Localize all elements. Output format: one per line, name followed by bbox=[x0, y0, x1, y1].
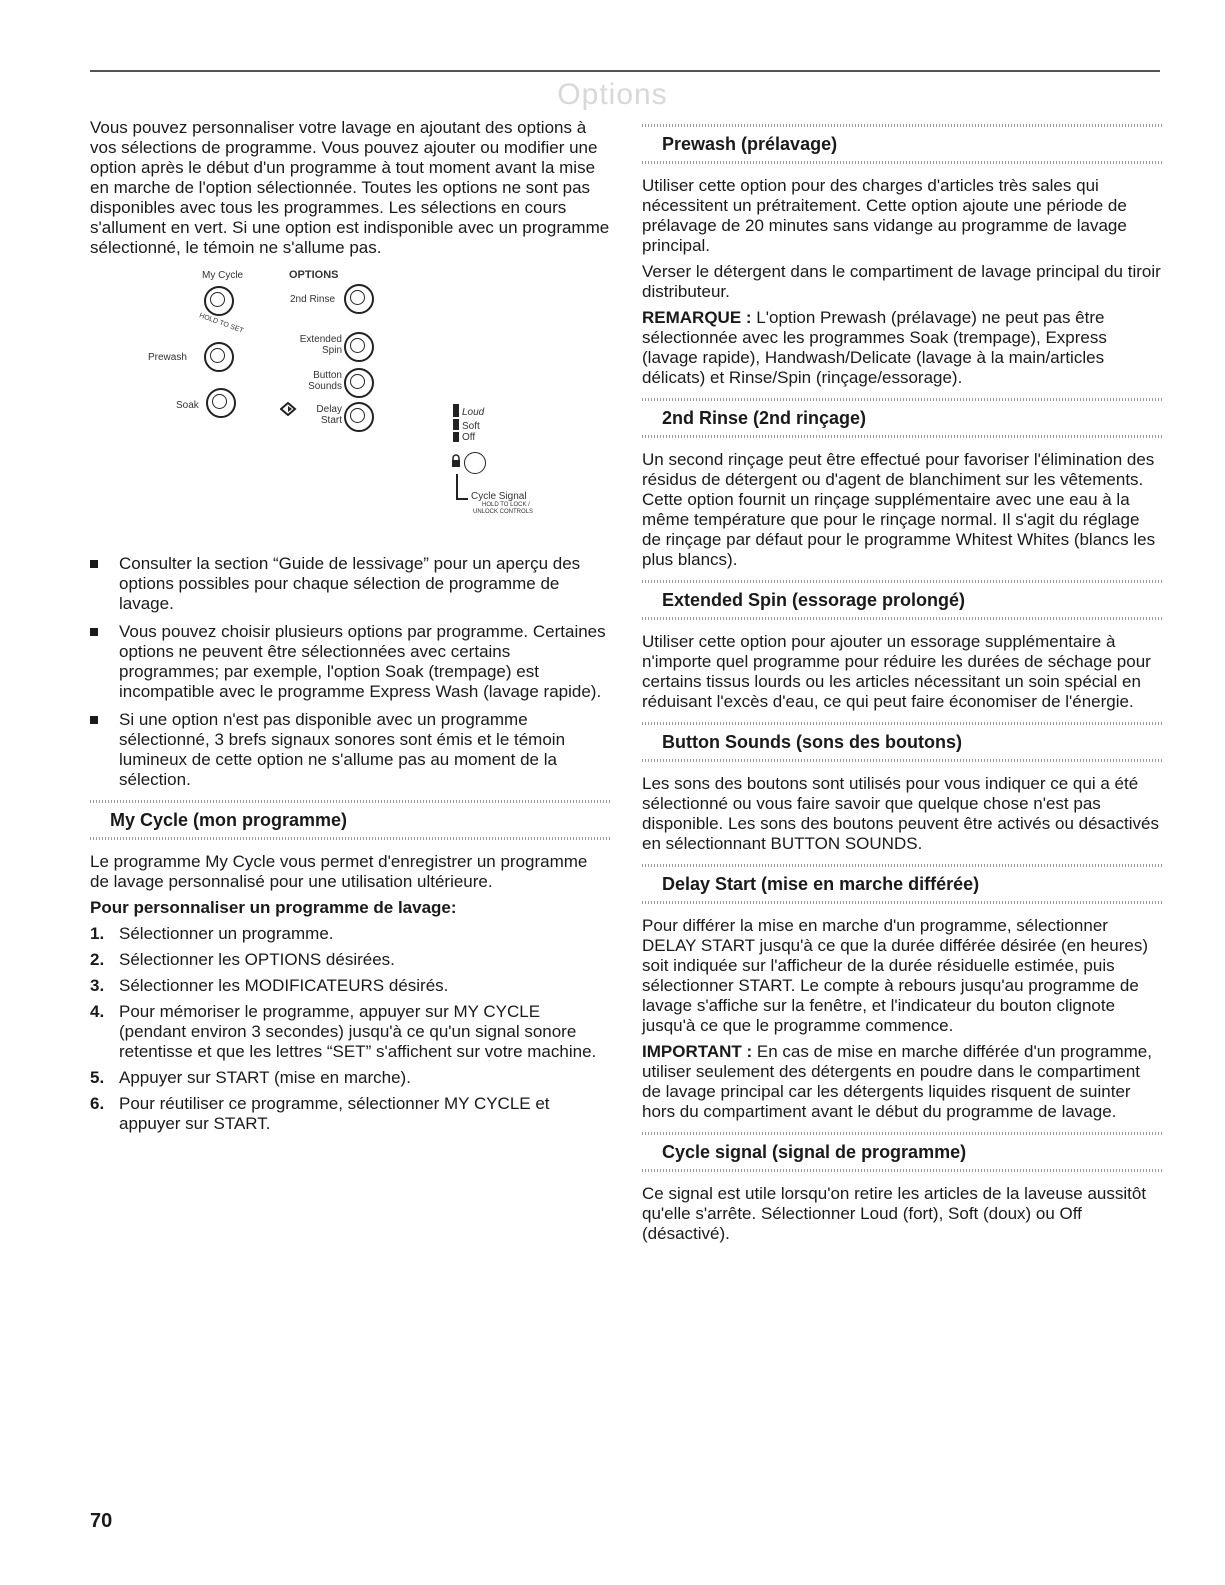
dotted-rule bbox=[642, 617, 1162, 620]
cycle-signal-section bbox=[642, 1132, 1162, 1244]
prewash-note bbox=[642, 308, 1162, 388]
extended-spin-button-icon bbox=[344, 332, 374, 362]
second-rinse-paragraph: Un second rinçage peut être effectué pour favoriser l'élimination des résidus de détergent ou d'agent de blanchiment sur les vêtements. Cette option fournit un rinçage supplémentaire avec une eau à la même température que pour le rinçage normal. Il s'agit du réglage de rinçage par défaut pour le programme Whitest Whites (blancs les plus blancs). bbox=[642, 450, 1156, 569]
step-text: Sélectionner les OPTIONS désirées. bbox=[119, 950, 395, 969]
prewash-paragraph-1: Utiliser cette option pour des charges d'articles très sales qui nécessitent un prétraitement. Cette option ajoute une période de prélavage de 20 minutes sans vidange au programme de lavage principal. bbox=[642, 176, 1127, 255]
step-item bbox=[90, 1068, 610, 1088]
delay-start-important bbox=[642, 1042, 1162, 1122]
delay-start-label-1: Delay bbox=[316, 404, 342, 415]
loud-label: Loud bbox=[462, 407, 485, 418]
step-number: 3. bbox=[90, 976, 105, 995]
extended-spin-label-2: Spin bbox=[321, 345, 342, 356]
step-number: 4. bbox=[90, 1002, 105, 1021]
my-cycle-label: My Cycle bbox=[202, 270, 244, 281]
cycle-signal-bracket-foot bbox=[456, 498, 468, 500]
step-item bbox=[90, 950, 610, 970]
loud-level-bar bbox=[453, 404, 459, 417]
step-number: 2. bbox=[90, 950, 105, 969]
cycle-signal-bracket bbox=[456, 474, 458, 500]
prewash-label: Prewash bbox=[148, 352, 187, 363]
cycle-signal-heading: Cycle signal (signal de programme) bbox=[662, 1142, 967, 1162]
important-text: En cas de mise en marche différée d'un programme, utiliser seulement des détergents en poudre dans le compartiment de lavage principal car les détergents liquides risquent de suinter hors du compartiment avant le début du programme de lavage. bbox=[642, 1042, 1152, 1121]
my-cycle-heading: My Cycle (mon programme) bbox=[110, 810, 348, 830]
delay-start-section bbox=[642, 864, 1162, 1122]
button-sounds-paragraph: Les sons des boutons sont utilisés pour vous indiquer ce qui a été sélectionné ou vous faire savoir que quelque chose n'est pas disponible. Les sons des boutons peuvent être activés ou désactivés en sélectionnant BUTTON SOUNDS. bbox=[642, 774, 1159, 853]
unlock-controls-label: UNLOCK CONTROLS bbox=[473, 509, 534, 515]
important-label: IMPORTANT : bbox=[642, 1042, 753, 1061]
my-cycle-section bbox=[90, 800, 610, 1134]
soft-level-bar bbox=[453, 419, 459, 430]
soak-label: Soak bbox=[176, 400, 199, 411]
dotted-rule bbox=[642, 161, 1162, 164]
button-sounds-button-icon bbox=[344, 368, 374, 398]
extended-spin-paragraph: Utiliser cette option pour ajouter un essorage supplémentaire à n'importe quel programme pour réduire les durées de séchage pour certains tissus lourds ou les articles nécessitant un soin spécial en réduisant l'excès d'eau, ce qui peut faire économiser de l'énergie. bbox=[642, 632, 1151, 711]
cycle-signal-paragraph: Ce signal est utile lorsqu'on retire les articles de la laveuse aussitôt qu'elle s'arrête. Sélectionner Loud (fort), Soft (doux) ou Off (désactivé). bbox=[642, 1184, 1147, 1243]
list-item: Consulter la section “Guide de lessivage” pour un aperçu des options possibles pour chaque sélection de programme de lavage. bbox=[90, 554, 610, 614]
intro-paragraph: Vous pouvez personnaliser votre lavage en ajoutant des options à vos sélections de programme. Vous pouvez ajouter ou modifier une option après le début d'un programme à tout moment avant la mise en marche de l'option sélectionnée. Toutes les options ne sont pas disponibles avec tous les programmes. Les sélections en cours s'allument en vert. Si une option est indisponible avec un programme sélectionné, le témoin ne s'allume pas. bbox=[90, 118, 610, 257]
delay-start-button-icon bbox=[344, 402, 374, 432]
extended-spin-heading: Extended Spin (essorage prolongé) bbox=[662, 590, 966, 610]
dotted-rule bbox=[642, 435, 1162, 438]
button-sounds-label-1: Button bbox=[313, 370, 342, 381]
off-level-bar bbox=[453, 432, 459, 442]
off-label: Off bbox=[462, 432, 476, 443]
right-column bbox=[642, 124, 1162, 1250]
lock-icon bbox=[451, 454, 461, 468]
step-text: Appuyer sur START (mise en marche). bbox=[119, 1068, 411, 1087]
prewash-heading: Prewash (prélavage) bbox=[662, 134, 838, 154]
step-item bbox=[90, 924, 610, 944]
left-column bbox=[90, 118, 610, 1140]
note-text: L'option Prewash (prélavage) ne peut pas être sélectionnée avec les programmes Soak (trempage), Express (lavage rapide), Handwash/Delicate (lavage à la main/articles délicats) et Rinse/Spin (rinçage/essorage). bbox=[642, 308, 1107, 387]
step-item bbox=[90, 1002, 610, 1062]
extended-spin-label-1: Extended bbox=[299, 334, 342, 345]
options-bullet-list bbox=[90, 554, 610, 790]
prewash-button-icon bbox=[204, 342, 234, 372]
step-text: Pour réutiliser ce programme, sélectionner MY CYCLE et appuyer sur START. bbox=[119, 1094, 550, 1133]
page-number: 70 bbox=[90, 1510, 113, 1532]
second-rinse-button-icon bbox=[344, 284, 374, 314]
step-item bbox=[90, 1094, 610, 1134]
delay-start-label-2: Start bbox=[320, 415, 342, 426]
step-number: 5. bbox=[90, 1068, 105, 1087]
list-item: Vous pouvez choisir plusieurs options par programme. Certaines options ne peuvent être sélectionnées avec certains programmes; par exemple, l'option Soak (trempage) est incompatible avec le programme Express Wash (lavage rapide). bbox=[90, 622, 610, 702]
my-cycle-button-icon bbox=[204, 286, 234, 316]
soft-label: Soft bbox=[462, 421, 480, 432]
options-title: OPTIONS bbox=[289, 269, 339, 281]
button-sounds-label-2: Sounds bbox=[308, 381, 342, 392]
button-sounds-section bbox=[642, 722, 1162, 854]
delay-start-paragraph: Pour différer la mise en marche d'un programme, sélectionner DELAY START jusqu'à ce que la durée différée désirée (en heures) soit indiquée sur l'afficheur de la durée résiduelle estimée, puis sélectionner START. Le compte à rebours jusqu'au programme de lavage s'affiche sur la fenêtre, et l'indicateur du bouton clignote jusqu'à ce que le programme commence. bbox=[642, 916, 1148, 1035]
prewash-section bbox=[642, 124, 1162, 388]
dotted-rule bbox=[642, 901, 1162, 904]
extended-spin-section bbox=[642, 580, 1162, 712]
page-heading: Options bbox=[557, 78, 668, 111]
hold-to-lock-label: HOLD TO LOCK / bbox=[482, 502, 530, 508]
prewash-paragraph-2: Verser le détergent dans le compartiment de lavage principal du tiroir distributeur. bbox=[642, 262, 1161, 301]
my-cycle-body: Le programme My Cycle vous permet d'enregistrer un programme de lavage personnalisé pour une utilisation ultérieure. bbox=[90, 852, 588, 891]
cycle-signal-button-icon bbox=[464, 452, 486, 474]
my-cycle-subheading: Pour personnaliser un programme de lavage: bbox=[90, 898, 457, 917]
step-text: Pour mémoriser le programme, appuyer sur MY CYCLE (pendant environ 3 secondes) jusqu'à ce qu'un signal sonore retentisse et que les lettres “SET” s'affichent sur votre machine. bbox=[119, 1002, 597, 1061]
my-cycle-steps bbox=[90, 924, 610, 1134]
dotted-rule bbox=[642, 759, 1162, 762]
note-label: REMARQUE : bbox=[642, 308, 752, 327]
step-text: Sélectionner un programme. bbox=[119, 924, 334, 943]
second-rinse-label: 2nd Rinse bbox=[290, 294, 336, 305]
step-item bbox=[90, 976, 610, 996]
control-panel-diagram bbox=[90, 264, 610, 554]
second-rinse-heading: 2nd Rinse (2nd rinçage) bbox=[662, 408, 867, 428]
cycle-signal-label: Cycle Signal bbox=[471, 491, 527, 502]
step-number: 1. bbox=[90, 924, 105, 943]
dotted-rule bbox=[642, 1169, 1162, 1172]
delay-start-heading: Delay Start (mise en marche différée) bbox=[662, 874, 980, 894]
second-rinse-section bbox=[642, 398, 1162, 570]
hold-to-set-label: HOLD TO SET bbox=[198, 312, 245, 335]
dotted-rule bbox=[90, 837, 610, 840]
list-item: Si une option n'est pas disponible avec un programme sélectionné, 3 brefs signaux sonores sont émis et le témoin lumineux de cette option ne s'allume pas au moment de la sélection. bbox=[90, 710, 610, 790]
top-rule bbox=[90, 70, 1160, 72]
step-text: Sélectionner les MODIFICATEURS désirés. bbox=[119, 976, 449, 995]
button-sounds-heading: Button Sounds (sons des boutons) bbox=[662, 732, 962, 752]
soak-button-icon bbox=[206, 388, 236, 418]
step-number: 6. bbox=[90, 1094, 105, 1113]
